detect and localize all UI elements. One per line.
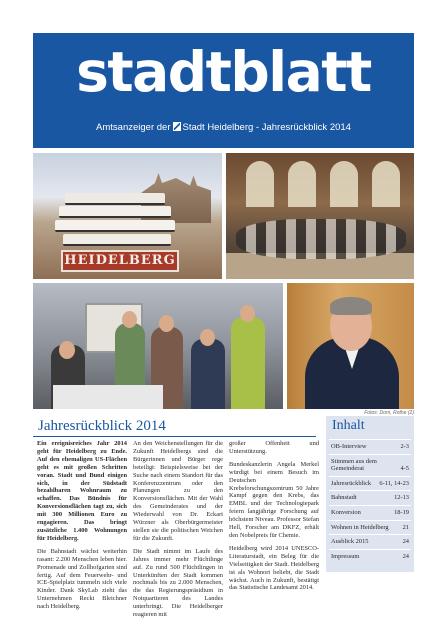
- brand-title: stadtblatt: [76, 40, 371, 104]
- toc-item[interactable]: Bahnstadt 12-13: [329, 490, 411, 505]
- article-paragraph: Bundeskanzlerin Angela Merkel würdigt bei einem Besuch im Deutschen Krebsforschungszentrum 50 Jahre Kampf gegen den Krebs, das EMBL und der Technologiepark feiern langjährige Forschung auf höchstem Niveau. Professor Stefan Hell, Forscher am DKFZ, erhält den Nobelpreis für Chemie.: [229, 460, 319, 539]
- city-crest-icon: [173, 122, 181, 131]
- masthead: [33, 33, 414, 148]
- council-tables: [236, 219, 406, 259]
- photo-mayor-portrait: [287, 283, 414, 409]
- article-lead: Ein ereignisreiches Jahr 2014 geht für Heidelberg zu Ende. Auf den ehemaligen US-Flächen geht es mit großen Schritten voran. Stadt und Bund einigen sich, in der Südstadt bezahlbaren Wohnraum zu schaffen. Das Bündnis für Konversionsflächen tagt zu, sich mit 300 Millionen Euro zu engagieren. Das bringt zusätzliche 1.400 Wohnungen für Heidelberg.: [37, 440, 127, 542]
- masthead-subtitle: [33, 122, 414, 133]
- article-column-2: [133, 440, 223, 624]
- photo-citizen-meeting: [33, 283, 283, 409]
- article-paragraph: großer Offenheit und Unterstützung.: [229, 440, 319, 455]
- photo-council-chamber: [226, 153, 414, 279]
- table-of-contents: [326, 416, 414, 572]
- heidelberg-sign: HEIDELBERG: [61, 250, 179, 272]
- subtitle-post: Stadt Heidelberg - Jahresrückblick 2014: [182, 122, 351, 133]
- toc-item[interactable]: Stimmen aus dem Gemeinderat 4-5: [329, 454, 411, 476]
- toc-item[interactable]: OB-Interview 2-3: [329, 439, 411, 454]
- photo-credit: Fotos: Dorn, Rothe (2): [364, 410, 414, 416]
- article-headline: Jahresrückblick 2014: [38, 418, 166, 434]
- article-paragraph: Die Bahnstadt wächst weiterhin rasant: 2.200 Menschen leben hier. Promenade und Zollhofgarten sind fertig. Auf dem Feuerwehr- und ICE-Spielplatz tummeln sich viele Kinder. Dank SkyLab zieht das Unternehmen Recki Bleichner nach Heidelberg.: [37, 547, 127, 611]
- subtitle-pre: Amtsanzeiger der: [96, 122, 171, 133]
- article-paragraph: Heidelberg wird 2014 UNESCO-Literaturstadt, ein Beleg für die Vielseitigkeit der Stadt. Heidelberg ist als Wohnort beliebt, die Stadt wächst. Auch in Zukunft, bestätigt das Statistische Landesamt 2014.: [229, 544, 320, 592]
- article-column-1: [37, 440, 127, 616]
- toc-item[interactable]: Jahresrückblick 6-11, 14-23: [329, 476, 411, 491]
- front-desk: [53, 385, 163, 409]
- toc-title: Inhalt: [332, 418, 365, 433]
- headline-rule: [33, 436, 316, 437]
- article-paragraph: An den Weichenstellungen für die Zukunft Heidelbergs sind die Bürgerinnen und Bürger rege beteiligt: Beispielsweise bei der Suche nach einem Standort für das Konferenzzentrum oder den Planungen zu den Konversionsflächen. Mit der Wahl des Gemeinderates und der Wiederwahl von Dr. Eckart Würzner als Oberbürgermeister stellen sie die politischen Weichen für die Zukunft.: [133, 440, 223, 542]
- toc-item[interactable]: Ausblick 2015 24: [329, 534, 411, 549]
- toc-item[interactable]: Wohnen in Heidelberg 21: [329, 520, 411, 535]
- toc-list: [329, 439, 411, 563]
- toc-item[interactable]: Konversion 18-19: [329, 505, 411, 520]
- toc-item[interactable]: Impressum 24: [329, 549, 411, 564]
- article-column-3: [229, 440, 319, 597]
- article-paragraph: Die Stadt nimmt im Laufe des Jahres immer mehr Flüchtlinge auf. Zu rund 500 Flüchtlingen in Unterkünften der Stadt kommen nochmals bis zu 2.000 Menschen, die das Regierungspräsidium in Notquartieren des Landes unterbringt. Die Heidelberger reagieren mit: [133, 547, 223, 619]
- photo-heidelberg-books: [33, 153, 222, 279]
